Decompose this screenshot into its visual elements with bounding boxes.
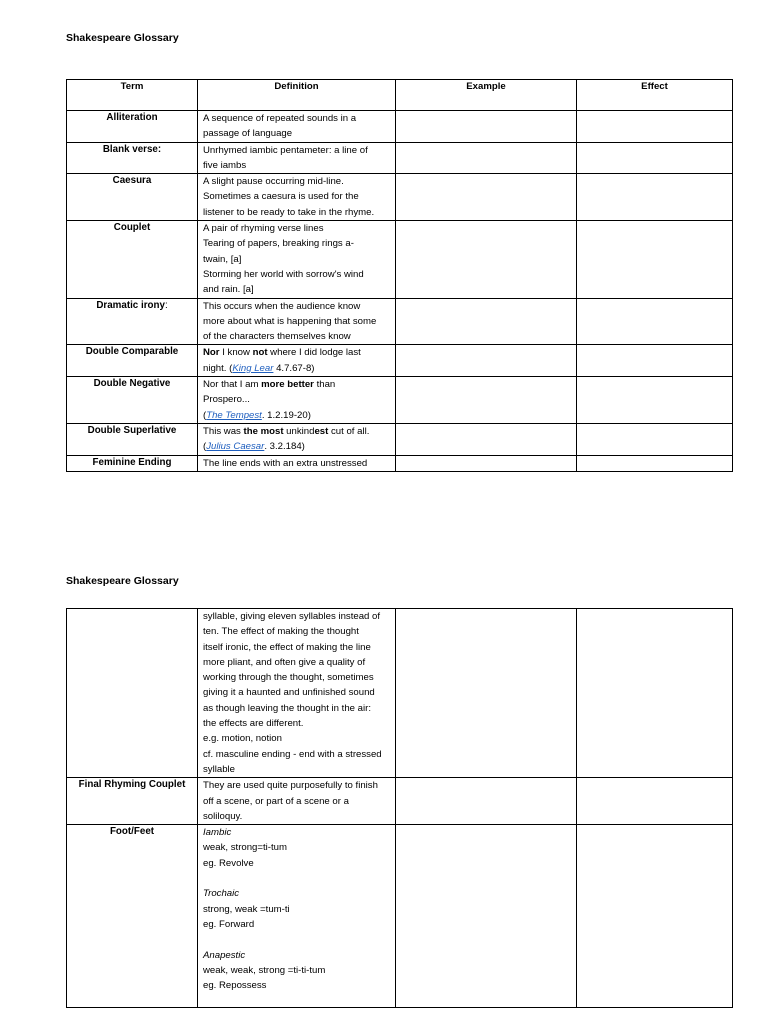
term-cell: Feminine Ending: [67, 455, 198, 471]
term-cell: Foot/Feet: [67, 825, 198, 1008]
definition-cell: [198, 609, 396, 778]
definition-text: This was: [203, 425, 244, 437]
definition-line: They are used quite purposefully to finish: [203, 780, 378, 792]
term-cell: Blank verse:: [67, 142, 198, 174]
table-row: [67, 111, 733, 143]
glossary-table-continued: [66, 608, 733, 1008]
definition-line: itself ironic, the effect of making the line: [203, 641, 371, 653]
definition-line: listener to be ready to take in the rhyme.: [203, 206, 375, 218]
effect-cell: [577, 423, 733, 455]
definition-line: A pair of rhyming verse lines: [203, 223, 324, 235]
emphasis-text: Nor: [203, 347, 220, 359]
definition-line: weak, strong=ti-tum: [203, 842, 287, 854]
definition-line: as though leaving the thought in the air:: [203, 702, 372, 714]
definition-text: I know: [219, 347, 253, 359]
king-lear-link[interactable]: King Lear: [232, 362, 274, 374]
example-cell: [396, 221, 577, 298]
table-row: [67, 377, 733, 424]
definition-text: where I did lodge last: [267, 347, 361, 359]
effect-cell: [577, 142, 733, 174]
definition-line: twain, [a]: [203, 253, 242, 265]
definition-cell: [198, 142, 396, 174]
definition-line: off a scene, or part of a scene or a: [203, 795, 349, 807]
definition-line: [203, 424, 390, 439]
definition-line: ten. The effect of making the thought: [203, 626, 359, 638]
table-row: [67, 778, 733, 825]
definition-line: [203, 345, 390, 360]
foot-type-name: Iambic: [203, 827, 232, 839]
page-title: Shakespeare Glossary: [66, 575, 179, 587]
definition-line: [203, 361, 390, 376]
definition-line: e.g. motion, notion: [203, 733, 282, 745]
glossary-table: [66, 79, 733, 472]
definition-line: Storming her world with sorrow's wind: [203, 268, 364, 280]
definition-line: soliloquy.: [203, 810, 243, 822]
example-cell: [396, 345, 577, 377]
term-cell: [67, 609, 198, 778]
table-row: [67, 174, 733, 221]
definition-line: [203, 439, 390, 454]
term-cell: Couplet: [67, 221, 198, 298]
term-cell: Caesura: [67, 174, 198, 221]
definition-line: This occurs when the audience know: [203, 300, 361, 312]
definition-line: of the characters themselves know: [203, 331, 351, 343]
definition-line: cf. masculine ending - end with a stressed: [203, 748, 382, 760]
the-tempest-link[interactable]: The Tempest: [206, 409, 262, 421]
spacer: [203, 871, 390, 886]
definition-line: Tearing of papers, breaking rings a-: [203, 238, 354, 250]
table-row: [67, 221, 733, 298]
term-cell: Alliteration: [67, 111, 198, 143]
header-example: Example: [396, 80, 577, 111]
header-term: Term: [67, 80, 198, 111]
definition-line: passage of language: [203, 128, 293, 140]
definition-cell: [198, 174, 396, 221]
effect-cell: [577, 825, 733, 1008]
emphasis-text: the most: [243, 425, 284, 437]
definition-line: The line ends with an extra unstressed: [203, 457, 368, 469]
definition-line: A sequence of repeated sounds in a: [203, 113, 357, 124]
definition-line: more pliant, and often give a quality of: [203, 656, 366, 668]
example-cell: [396, 142, 577, 174]
definition-cell: [198, 377, 396, 424]
effect-cell: [577, 609, 733, 778]
example-cell: [396, 423, 577, 455]
definition-line: Sometimes a caesura is used for the: [203, 191, 359, 203]
definition-text: cut of all.: [328, 425, 370, 437]
term-label: Dramatic irony: [96, 299, 165, 311]
table-row: [67, 455, 733, 471]
effect-cell: [577, 174, 733, 221]
definition-text: . 3.2.184): [264, 441, 305, 453]
term-cell: Final Rhyming Couplet: [67, 778, 198, 825]
definition-cell: [198, 221, 396, 298]
definition-text: . 1.2.19-20): [261, 409, 311, 421]
definition-line: A slight pause occurring mid-line.: [203, 176, 344, 188]
definition-cell: [198, 345, 396, 377]
table-row: [67, 142, 733, 174]
definition-text: unkind: [283, 425, 315, 437]
example-cell: [396, 111, 577, 143]
definition-line: [203, 408, 390, 423]
header-effect: Effect: [577, 80, 733, 111]
header-definition: Definition: [198, 80, 396, 111]
definition-line: Unrhymed iambic pentameter: a line of: [203, 144, 368, 156]
example-cell: [396, 778, 577, 825]
definition-cell: [198, 423, 396, 455]
effect-cell: [577, 345, 733, 377]
term-cell: Double Comparable: [67, 345, 198, 377]
effect-cell: [577, 455, 733, 471]
definition-text: (: [203, 441, 207, 453]
term-cell: Double Superlative: [67, 423, 198, 455]
definition-text: 4.7.67-8): [273, 362, 315, 374]
definition-line: strong, weak =tum-ti: [203, 903, 290, 915]
term-cell: [67, 298, 198, 345]
definition-line: eg. Revolve: [203, 857, 254, 869]
definition-text: night. (: [203, 362, 233, 374]
definition-line: syllable, giving eleven syllables instead of: [203, 611, 381, 622]
definition-line: eg. Repossess: [203, 980, 267, 992]
term-suffix: :: [164, 299, 168, 311]
definition-line: five iambs: [203, 159, 247, 171]
definition-cell: [198, 455, 396, 471]
foot-type-name: Anapestic: [203, 949, 246, 961]
definition-text: than: [313, 379, 336, 391]
emphasis-text: more better: [261, 379, 314, 391]
example-cell: [396, 609, 577, 778]
emphasis-text: not: [252, 347, 268, 359]
definition-line: and rain. [a]: [203, 284, 254, 296]
definition-line: eg. Forward: [203, 918, 255, 930]
table-row: [67, 345, 733, 377]
definition-text: Nor that I am: [203, 379, 262, 391]
definition-text: (: [203, 409, 207, 421]
definition-cell: [198, 111, 396, 143]
effect-cell: [577, 221, 733, 298]
header-row: [67, 80, 733, 111]
example-cell: [396, 377, 577, 424]
definition-line: more about what is happening that some: [203, 315, 377, 327]
definition-line: giving it a haunted and unfinished sound: [203, 687, 375, 699]
emphasis-text: est: [314, 425, 329, 437]
definition-line: [203, 377, 390, 392]
definition-line: Prospero...: [203, 394, 250, 406]
page-title: Shakespeare Glossary: [66, 32, 179, 44]
julius-caesar-link[interactable]: Julius Caesar: [206, 441, 265, 453]
definition-line: weak, weak, strong =ti-ti-tum: [203, 964, 326, 976]
effect-cell: [577, 377, 733, 424]
table-row: [67, 423, 733, 455]
example-cell: [396, 298, 577, 345]
foot-type-name: Trochaic: [203, 888, 240, 900]
spacer: [203, 932, 390, 947]
effect-cell: [577, 778, 733, 825]
example-cell: [396, 174, 577, 221]
example-cell: [396, 455, 577, 471]
table-row: [67, 298, 733, 345]
table-row: [67, 609, 733, 778]
term-cell: Double Negative: [67, 377, 198, 424]
table-row: [67, 825, 733, 1008]
definition-line: the effects are different.: [203, 718, 304, 730]
definition-line: syllable: [203, 763, 235, 775]
definition-line: working through the thought, sometimes: [203, 672, 374, 684]
effect-cell: [577, 298, 733, 345]
definition-cell: [198, 825, 396, 1008]
example-cell: [396, 825, 577, 1008]
definition-cell: [198, 778, 396, 825]
definition-cell: [198, 298, 396, 345]
effect-cell: [577, 111, 733, 143]
